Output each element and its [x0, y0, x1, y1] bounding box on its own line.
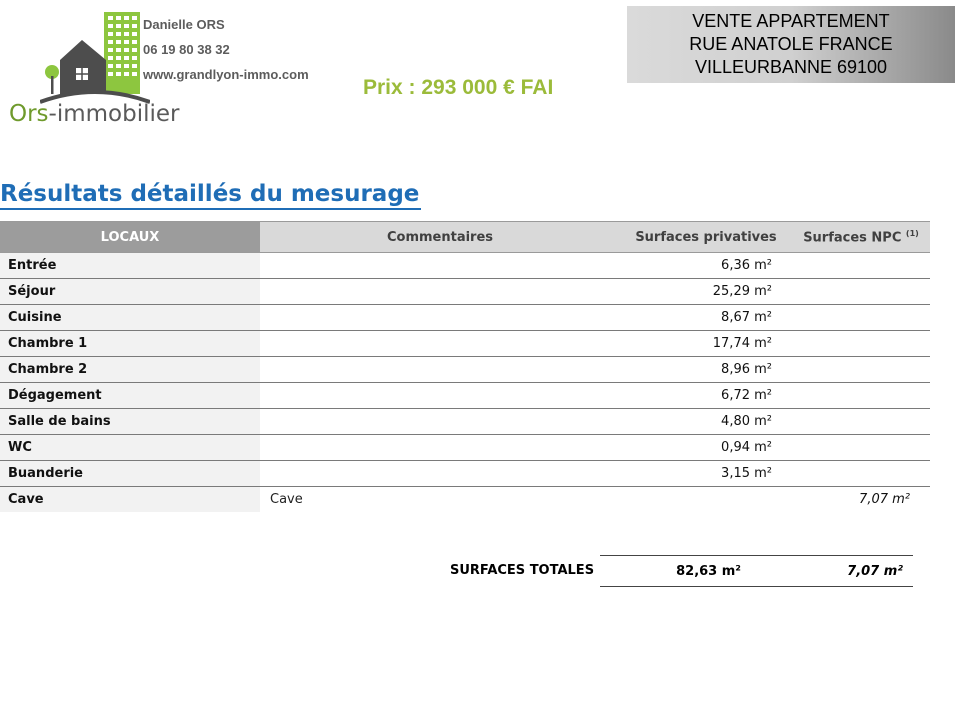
- row-npc: [792, 279, 930, 305]
- row-npc: [792, 331, 930, 357]
- price-label: Prix : 293 000 € FAI: [363, 76, 554, 99]
- table-row: [0, 487, 930, 513]
- row-comment: [260, 409, 620, 435]
- table-row: [0, 305, 930, 331]
- header-surfaces-privatives: Surfaces privatives: [620, 222, 792, 253]
- row-privative: 4,80 m²: [620, 409, 792, 435]
- table-row: [0, 357, 930, 383]
- row-comment: [260, 461, 620, 487]
- row-npc: [792, 409, 930, 435]
- listing-title-box: [627, 6, 955, 83]
- row-comment: [260, 305, 620, 331]
- row-local: Cave: [0, 487, 260, 513]
- listing-title-line-3: VILLEURBANNE 69100: [694, 57, 888, 77]
- row-local: Cuisine: [0, 305, 260, 331]
- table-row: [0, 253, 930, 279]
- row-privative: 0,94 m²: [620, 435, 792, 461]
- row-npc: [792, 461, 930, 487]
- row-comment: [260, 253, 620, 279]
- listing-title-line-2: RUE ANATOLE FRANCE: [689, 34, 893, 54]
- listing-title-line-1: VENTE APPARTEMENT: [692, 11, 890, 31]
- row-local: Entrée: [0, 253, 260, 279]
- row-local: Chambre 2: [0, 357, 260, 383]
- row-local: Séjour: [0, 279, 260, 305]
- building-house-logo-icon: [40, 10, 150, 105]
- table-row: [0, 279, 930, 305]
- table-header-row: [0, 222, 930, 253]
- table-row: [0, 331, 930, 357]
- row-npc: 7,07 m²: [859, 492, 910, 507]
- totals-box: [600, 555, 913, 587]
- row-privative: 8,96 m²: [620, 357, 792, 383]
- header-npc-note: (1): [905, 228, 919, 238]
- row-local: Salle de bains: [0, 409, 260, 435]
- row-npc: [792, 305, 930, 331]
- measurement-table: [0, 221, 930, 512]
- row-npc: [792, 435, 930, 461]
- row-privative: 6,36 m²: [620, 253, 792, 279]
- contact-name: Danielle ORS: [143, 17, 225, 32]
- row-local: Buanderie: [0, 461, 260, 487]
- table-row: [0, 435, 930, 461]
- header-npc-label: Surfaces NPC: [803, 230, 902, 246]
- row-comment: [260, 357, 620, 383]
- section-title: Résultats détaillés du mesurage: [0, 180, 421, 210]
- brand-name-part1: Ors: [9, 101, 49, 127]
- row-comment: Cave: [270, 492, 303, 507]
- contact-phone: 06 19 80 38 32: [143, 42, 230, 57]
- table-row: [0, 409, 930, 435]
- totals-privative: 82,63 m²: [676, 564, 741, 579]
- row-privative: [620, 487, 792, 513]
- row-comment: [260, 279, 620, 305]
- row-comment: [260, 331, 620, 357]
- header-commentaires: Commentaires: [260, 222, 620, 253]
- row-privative: 25,29 m²: [620, 279, 792, 305]
- row-local: WC: [0, 435, 260, 461]
- table-row: [0, 383, 930, 409]
- header-locaux: LOCAUX: [0, 222, 260, 253]
- brand-name: [9, 101, 180, 127]
- totals-label: SURFACES TOTALES: [450, 563, 595, 578]
- brand-name-part2: -immobilier: [48, 101, 180, 127]
- row-local: Dégagement: [0, 383, 260, 409]
- row-local: Chambre 1: [0, 331, 260, 357]
- row-comment: [260, 383, 620, 409]
- row-comment: [260, 435, 620, 461]
- contact-website[interactable]: www.grandlyon-immo.com: [143, 67, 309, 82]
- row-npc: [792, 383, 930, 409]
- row-npc: [792, 253, 930, 279]
- row-privative: 3,15 m²: [620, 461, 792, 487]
- header-surfaces-npc: [792, 222, 930, 253]
- row-privative: 6,72 m²: [620, 383, 792, 409]
- totals-npc: 7,07 m²: [847, 564, 903, 579]
- table-row: [0, 461, 930, 487]
- row-privative: 8,67 m²: [620, 305, 792, 331]
- row-npc: [792, 357, 930, 383]
- row-privative: 17,74 m²: [620, 331, 792, 357]
